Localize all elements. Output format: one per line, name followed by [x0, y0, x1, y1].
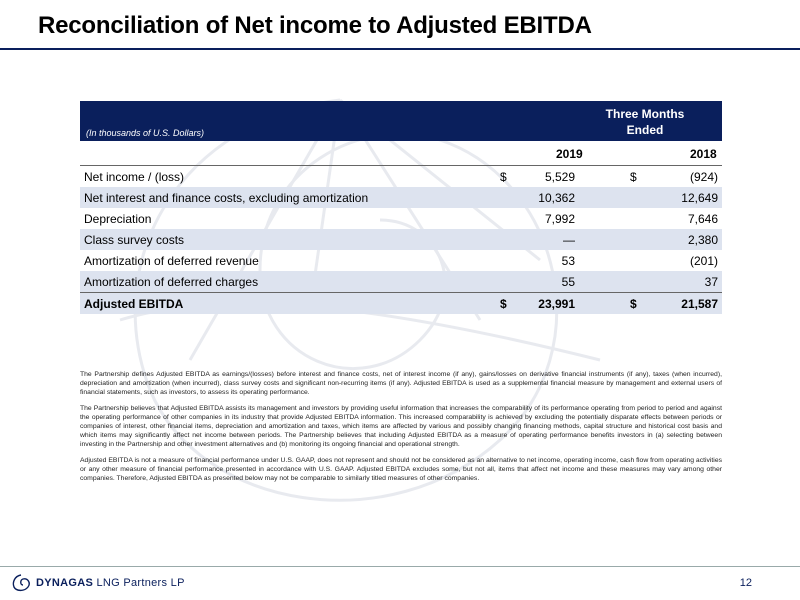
value-2019: 7,992: [544, 212, 575, 226]
footnote-paragraph: The Partnership defines Adjusted EBITDA as earnings/(losses) before interest and finance costs, net of interest income (if any), gains/losses on derivative financial instruments (if any), taxes (when incurred), depreciation and amortization (when incurred), class survey costs and significant non-recurring items (if any). Adjusted EBITDA is used as a supplemental financial measure by management and external users of financial statements, such as investors, to assess its operating performance.: [80, 371, 722, 397]
total-label: Adjusted EBITDA: [84, 297, 184, 311]
currency-symbol: $: [500, 297, 507, 311]
table-row: [80, 271, 722, 292]
table-row: [80, 229, 722, 250]
brand-name-bold: DYNAGAS: [36, 577, 94, 589]
total-2018: 21,587: [681, 297, 718, 311]
value-2018: 7,646: [687, 212, 718, 226]
value-2019: 10,362: [538, 191, 575, 205]
footnotes: [80, 370, 722, 489]
page-number: 12: [739, 577, 752, 589]
table-row: [80, 250, 722, 271]
row-label: Amortization of deferred revenue: [84, 254, 259, 268]
currency-symbol: $: [500, 170, 507, 184]
shell-logo-icon: [10, 573, 32, 593]
value-2019: 5,529: [544, 170, 575, 184]
brand-name-rest: LNG Partners LP: [93, 577, 185, 589]
total-2019: 23,991: [538, 297, 575, 311]
year-2018-heading: 2018: [690, 147, 717, 161]
table-row: [80, 187, 722, 208]
page-title: Reconciliation of Net income to Adjusted EBITDA: [38, 12, 592, 39]
units-note: (In thousands of U.S. Dollars): [86, 128, 205, 138]
value-2019: 55: [561, 275, 575, 289]
value-2019: —: [563, 233, 575, 247]
year-2019-heading: 2019: [556, 147, 583, 161]
footnote-paragraph: Adjusted EBITDA is not a measure of financial performance under U.S. GAAP, does not represent and should not be considered as an alternative to net income, operating income, cash flow from operating activities or any other measure of financial performance presented in accordance with U.S. GAAP. Adjusted EBITDA excludes some, but not all, items that affect net income and these measures may vary among other companies. Therefore, Adjusted EBITDA as presented below may not be comparable to similarly titled measures of other companies.: [80, 456, 722, 483]
value-2018: 37: [704, 275, 718, 289]
title-divider: [0, 48, 800, 50]
row-label: Net interest and finance costs, excluding amortization: [84, 191, 369, 205]
footnote-paragraph: The Partnership believes that Adjusted EBITDA assists its management and investors by providing useful information that increases the comparability of its performance operating from period to period and against the operating performance of other companies in its industry that provide Adjusted EBITDA information. This increased comparability is achieved by excluding the potentially disparate effects between periods or companies of interest, other financial items, depreciation and amortization and taxes, which items are affected by various and possibly changing financing methods, capital structure and historical cost basis and which items may significantly affect net income between periods. The Partnership believes that including Adjusted EBITDA as a measure of operating performance benefits investors in (a) selecting between investing in the Partnership and other investment alternatives and (b) monitoring its ongoing financial and operational strength.: [80, 404, 722, 449]
period-line-2: December 31,: [605, 139, 685, 153]
footer-divider: [0, 566, 800, 567]
row-label: Amortization of deferred charges: [84, 275, 259, 289]
reconciliation-table: [80, 101, 722, 314]
period-line-1: Three Months Ended: [605, 107, 685, 137]
row-label: Class survey costs: [84, 233, 185, 247]
table-row: [80, 208, 722, 229]
value-2018: (924): [689, 170, 718, 184]
table-header: [80, 101, 722, 153]
value-2018: (201): [689, 254, 718, 268]
row-label: Depreciation: [84, 212, 152, 226]
row-label: Net income / (loss): [84, 170, 185, 184]
year-header-row: [80, 141, 722, 166]
brand-name: [36, 577, 185, 589]
currency-symbol: $: [630, 297, 637, 311]
value-2018: 2,380: [687, 233, 718, 247]
value-2019: 53: [561, 254, 575, 268]
total-row: [80, 292, 722, 314]
company-logo: [10, 571, 185, 595]
value-2018: 12,649: [681, 191, 718, 205]
currency-symbol: $: [630, 170, 637, 184]
table-row: [80, 166, 722, 187]
